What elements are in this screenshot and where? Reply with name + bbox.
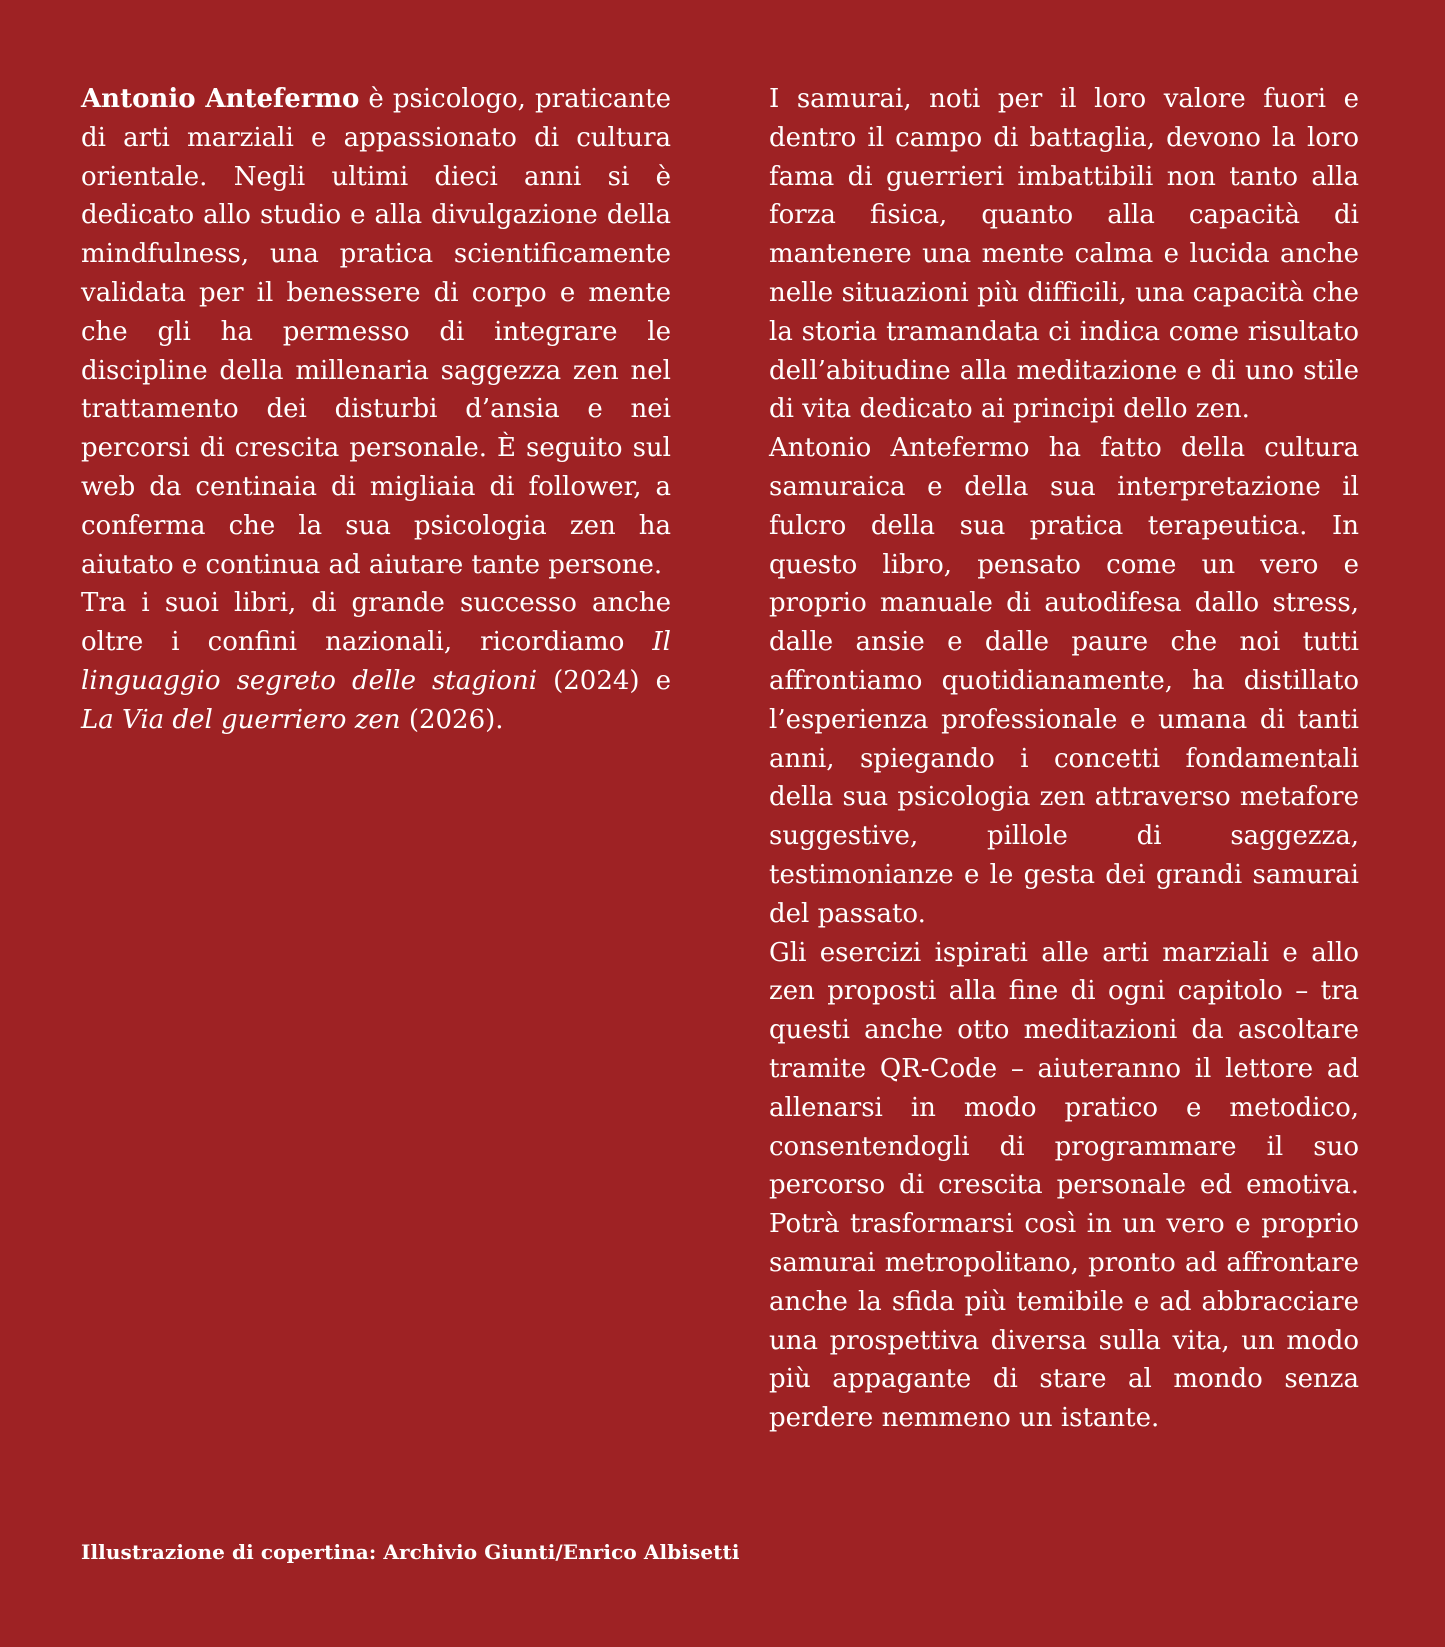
book-year: (2026). — [400, 704, 504, 735]
author-name: Antonio Antefermo — [81, 84, 360, 114]
author-bio-paragraph — [81, 80, 671, 584]
description-paragraph-2: Antonio Antefermo ha fatto della cultura samuraica e della sua interpretazione il fulcro della sua pratica terapeutica. In questo libro, pensato come un vero e proprio manuale di autodifesa dallo stress, dalle ansie e dalle paure che noi tutti affrontiamo quotidianamente, ha distillato l’esperienza professionale e umana di tanti anni, spiegando i concetti fondamentali della sua psicologia zen attraverso metafore suggestive, pillole di saggezza, testimonianze e le gesta dei grandi samurai del passato. — [769, 433, 1359, 929]
description-paragraph-3: Gli esercizi ispirati alle arti marziali e allo zen proposti alla fine di ogni capitolo – tra questi anche otto meditazioni da ascoltare tramite QR-Code – aiuteranno il lettore ad allenarsi in modo pratico e metodico, consentendogli di programmare il suo percorso di crescita personale ed emotiva. Potrà trasformarsi così in un vero e proprio samurai metropolitano, pronto ad affrontare anche la sfida più temibile e ad abbracciare una prospettiva diversa sulla vita, un modo più appagante di stare al mondo senza perdere nemmeno un istante. — [769, 937, 1359, 1434]
book-description — [769, 80, 1359, 1438]
author-bio-text: è psicologo, praticante di arti marziali e appassionato di cultura orientale. Negli ultimi dieci anni si è dedicato allo studio e alla divulgazione della mindfulness, una pratica scientificamente validata per il benessere di corpo e mente che gli ha permesso di integrare le discipline della millenaria saggezza zen nel trattamento dei disturbi d’ansia e nei percorsi di crescita personale. È seguito sul web da centinaia di migliaia di follower, a conferma che la sua psicologia zen ha aiutato e continua ad aiutare tante persone. — [81, 84, 671, 580]
description-paragraph-1: I samurai, noti per il loro valore fuori e dentro il campo di battaglia, devono la loro fama di guerrieri imbattibili non tanto alla forza fisica, quanto alla capacità di mantenere una mente calma e lucida anche nelle situazioni più difficili, una capacità che la storia tramandata ci indica come risultato dell’abitudine alla meditazione e di uno stile di vita dedicato ai principi dello zen. — [769, 84, 1359, 425]
cover-credit: Illustrazione di copertina: Archivio Giunti/Enrico Albisetti — [81, 1540, 740, 1564]
book-title: Il linguaggio segreto delle stagioni — [81, 627, 671, 696]
author-bio — [81, 80, 671, 740]
author-books-paragraph — [81, 584, 671, 739]
books-intro: Tra i suoi libri, di grande successo anche oltre i confini nazionali, ricordiamo — [81, 588, 671, 658]
book-title: La Via del guerriero zen — [81, 704, 401, 735]
book-year: (2024) e — [537, 665, 672, 696]
